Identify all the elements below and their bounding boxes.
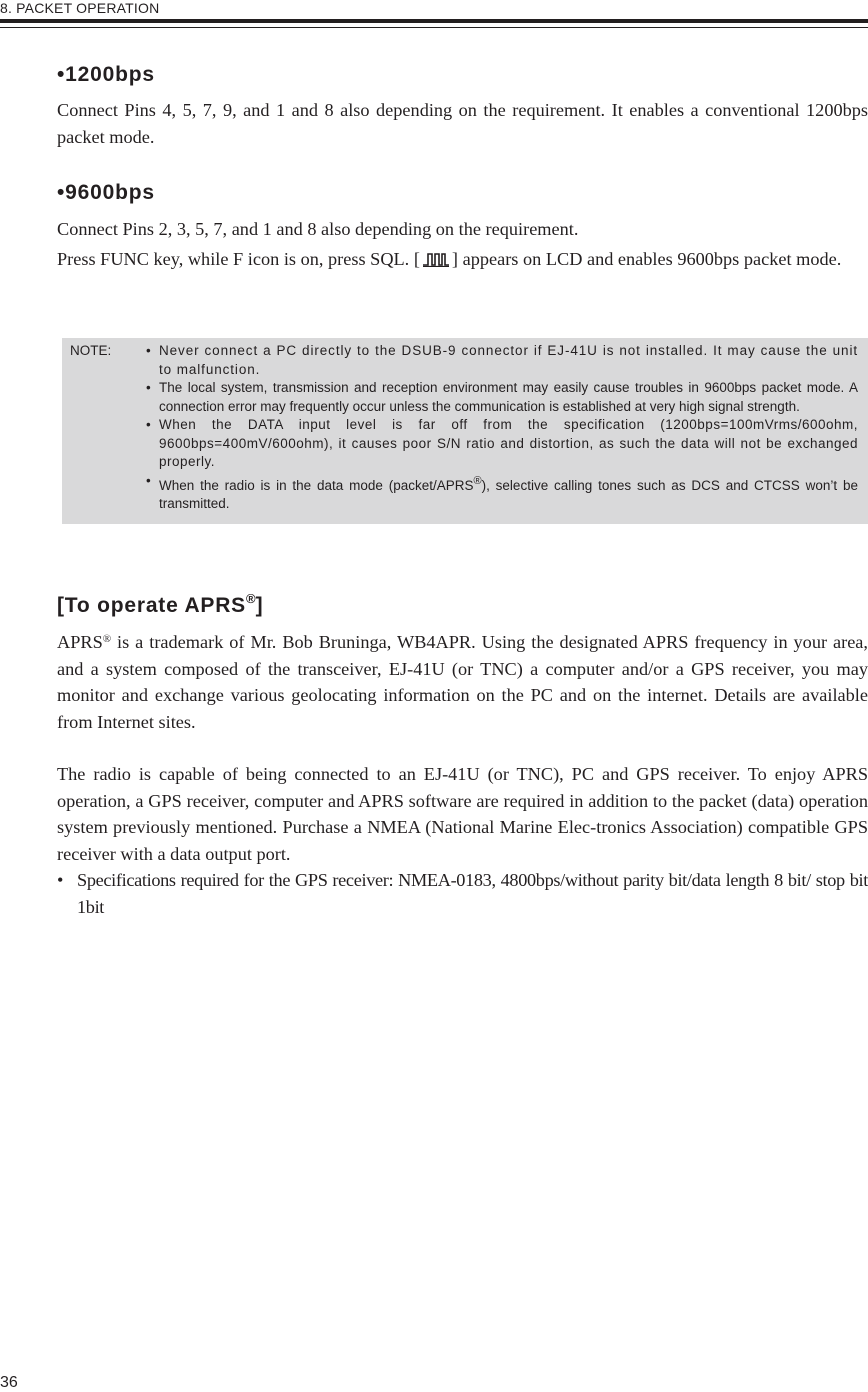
note-label: NOTE: — [70, 343, 112, 358]
paragraph-9600bps-pins: Connect Pins 2, 3, 5, 7, and 1 and 8 also depending on the requirement. — [57, 219, 579, 239]
registered-mark: ® — [102, 633, 112, 645]
note-box — [62, 338, 868, 524]
bullet-mark: • — [57, 870, 64, 890]
section-1200bps — [57, 62, 868, 150]
aprs-body — [57, 626, 868, 920]
paragraph-1200bps: Connect Pins 4, 5, 7, 9, and 1 and 8 also depending on the requirement. It enables a conventional 1200bps packet mode. — [57, 100, 868, 147]
note-item: • Never connect a PC directly to the DSUB-9 connector if EJ-41U is not installed. It may cause the unit to malfunction. — [146, 342, 858, 379]
gps-spec-bullet — [57, 867, 868, 920]
header-rule-thin — [0, 27, 868, 28]
aprs-paragraph-gps: The radio is capable of being connected to an EJ-41U (or TNC), PC and GPS receiver. To enjoy APRS operation, a GPS receiver, computer and APRS software are required in addition to the packet (data) operation system previously mentioned. Purchase a NMEA (National Marine Elec-tronics Association) compatible GPS receiver with a data output port. — [57, 764, 868, 864]
gps-spec-text: Specifications required for the GPS receiver: NMEA-0183, 4800bps/without parity bit/data length 8 bit/ stop bit 1bit — [77, 870, 868, 917]
note-item-4-after: ), selective calling tones such as DCS and CTCSS won’t be transmitted. — [159, 477, 858, 511]
func-text-before: Press FUNC key, while F icon is on, press SQL. [ — [57, 248, 420, 269]
aprs-heading-suffix: ] — [255, 594, 264, 617]
registered-mark: ® — [245, 591, 256, 606]
header-rule-thick — [0, 19, 868, 23]
paragraph-9600bps-func — [57, 246, 868, 275]
func-text-after: ] appears on LCD and enables 9600bps packet mode. — [451, 248, 842, 269]
aprs-paragraph-trademark-text: is a trademark of Mr. Bob Bruninga, WB4APR. Using the designated APRS frequency in your area, and a system composed of the transceiver, EJ-41U (or TNC) a computer and/or a GPS receiver, you may monitor and exchange various geolocating information on the PC and on the internet. Details are available from Internet sites. — [57, 632, 868, 732]
section-9600bps — [57, 180, 868, 274]
note-item: • When the DATA input level is far off from the specification (1200bps=100mVrms/600ohm, 9600bps=400mV/600ohm), it causes poor S/N ratio and distortion, as such the data will not be exchanged properly. — [146, 416, 858, 472]
packet-pulse-icon — [422, 248, 450, 275]
heading-9600bps: •9600bps — [57, 181, 155, 204]
note-item: • The local system, transmission and reception environment may easily cause troubles in 9600bps packet mode. A connection error may frequently occur unless the communication is established at very high signal strength. — [146, 379, 858, 416]
aprs-lead: APRS — [57, 632, 103, 652]
heading-1200bps: •1200bps — [57, 63, 155, 86]
aprs-heading — [57, 585, 263, 620]
note-item-4-before: When the radio is in the data mode (packet/APRS — [159, 477, 474, 493]
aprs-paragraph-trademark — [57, 626, 868, 735]
note-item — [146, 472, 858, 514]
note-list — [146, 342, 858, 514]
registered-mark: ® — [473, 474, 482, 487]
aprs-heading-prefix: [To operate APRS — [57, 594, 246, 617]
page-number: 36 — [0, 1374, 18, 1391]
section-title: 8. PACKET OPERATION — [0, 0, 160, 16]
